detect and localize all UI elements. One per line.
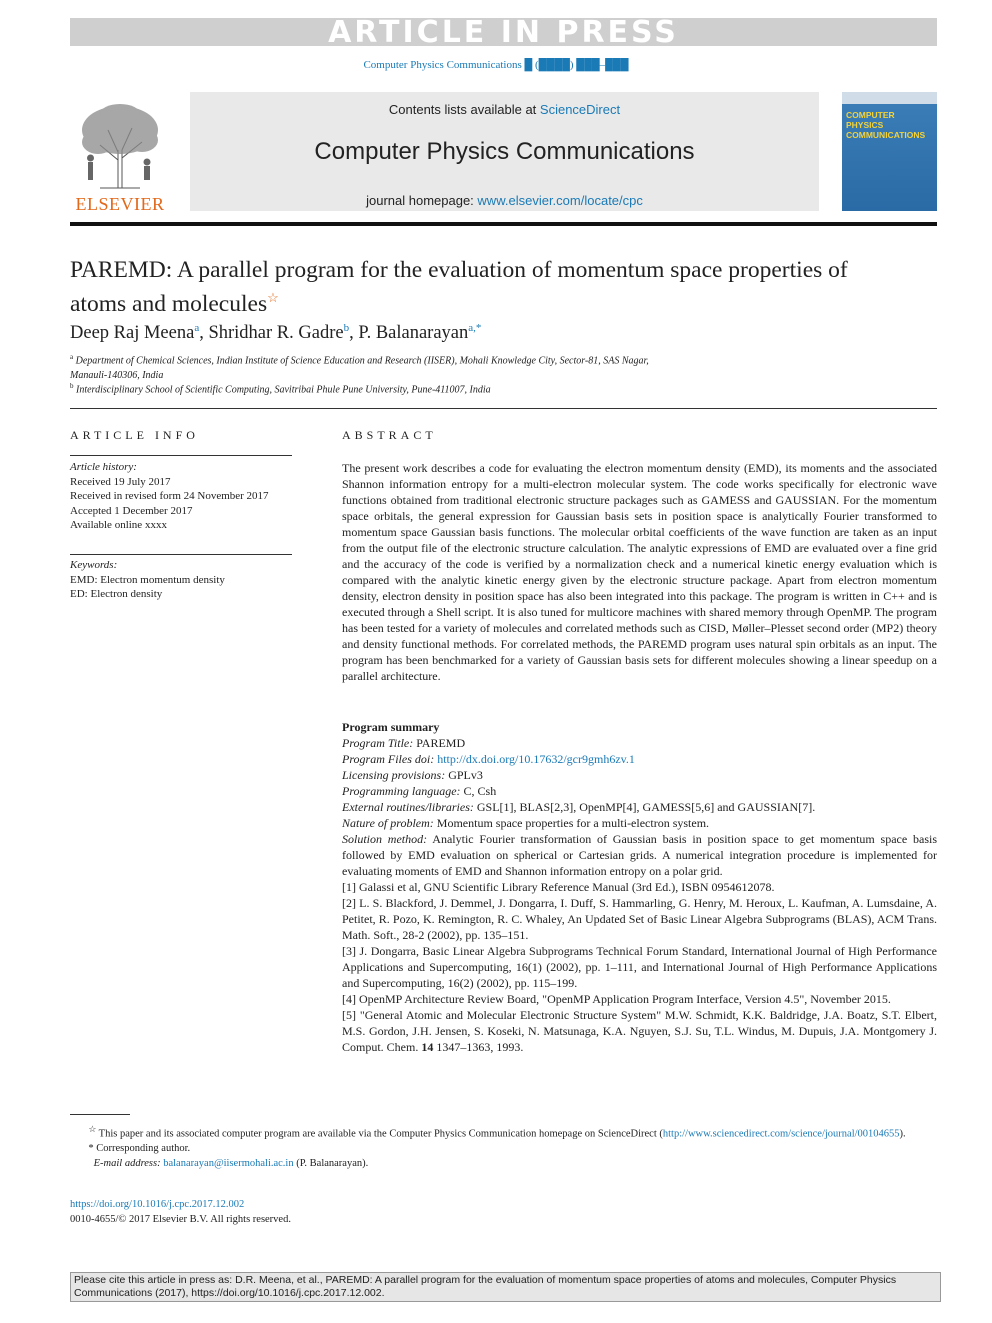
info-divider [70, 554, 292, 555]
history-label: Article history: [70, 461, 137, 473]
program-summary [342, 719, 937, 1055]
affiliation-b [70, 379, 491, 397]
field-label: Program Title: [342, 736, 414, 750]
field-label: Program Files doi: [342, 752, 435, 766]
contents-line [190, 102, 819, 117]
homepage-prefix: journal homepage: [366, 193, 478, 208]
abstract-heading: ABSTRACT [342, 428, 437, 442]
reference-item: [4] OpenMP Architecture Review Board, "OpenMP Application Program Interface, Version 4.5", November 2015. [342, 992, 891, 1006]
history-item: Accepted 1 December 2017 [70, 504, 193, 517]
history-item: Received in revised form 24 November 2017 [70, 490, 269, 502]
article-doi-link[interactable]: https://doi.org/10.1016/j.cpc.2017.12.002 [70, 1199, 245, 1210]
journal-homepage-link[interactable]: www.elsevier.com/locate/cpc [477, 193, 643, 208]
affiliation-mark: a [70, 353, 74, 361]
keyword-item: ED: Electron density [70, 588, 163, 600]
info-divider [70, 455, 292, 456]
email-suffix: (P. Balanarayan). [293, 1157, 369, 1169]
reference-text: 1347–1363, 1993. [433, 1040, 524, 1054]
field-label: Nature of problem: [342, 816, 434, 830]
author-affiliation-mark[interactable]: b [343, 322, 350, 334]
journal-title[interactable]: Computer Physics Communications [314, 138, 695, 165]
title-footnote-star[interactable]: ☆ [267, 290, 279, 305]
elsevier-tree-icon [70, 100, 170, 192]
doi-block [70, 1198, 291, 1227]
summary-field [342, 767, 937, 783]
keywords-label: Keywords: [70, 559, 118, 571]
program-summary-heading: Program summary [342, 720, 440, 734]
author-name[interactable]: Deep Raj Meena [70, 323, 195, 344]
elsevier-logo[interactable] [70, 100, 170, 215]
corresponding-text: Corresponding author. [93, 1143, 191, 1154]
footnote-availability [70, 1122, 937, 1142]
author-list: Deep Raj Meena$^a$, Shridhar R. Gadre$^b$, P. Balanarayan$^{a,*}$ [70, 322, 482, 344]
field-value: PAREMD [413, 736, 466, 750]
copyright-line: 0010-4655/© 2017 Elsevier B.V. All rights reserved. [70, 1213, 291, 1225]
history-item: Available online xxxx [70, 519, 167, 531]
cover-title: COMPUTER PHYSICS COMMUNICATIONS [846, 110, 926, 140]
footnote-text-end: ). [899, 1128, 906, 1140]
contents-prefix: Contents lists available at [388, 102, 540, 117]
author-name[interactable]: P. Balanarayan [358, 323, 469, 344]
reference-item [342, 1007, 937, 1055]
header-divider [70, 222, 937, 226]
keywords-block [70, 558, 292, 602]
affiliation-text: Department of Chemical Sciences, Indian Institute of Science Education and Research (IISER), Mohali Knowledge City, Sector-81, SAS Nagar, [75, 355, 649, 367]
cover-header-strip [842, 92, 937, 104]
footnote-text: This paper and its associated computer program are available via the Computer Physics Communication homepage on ScienceDirect ( [96, 1128, 663, 1140]
summary-field [342, 815, 937, 831]
banner-text: ARTICLE IN PRESS [328, 15, 679, 50]
sciencedirect-journal-link[interactable]: http://www.sciencedirect.com/science/journal/00104655 [662, 1128, 900, 1140]
field-value: GSL[1], BLAS[2,3], OpenMP[4], GAMESS[5,6] and GAUSSIAN[7]. [473, 800, 816, 814]
reference-volume: 14 [421, 1040, 434, 1054]
article-title [70, 256, 870, 318]
footnote-corresponding [70, 1142, 937, 1157]
abstract-text: The present work describes a code for evaluating the electron momentum density (EMD), its moments and the associated Shannon information entropy for a multi-electron molecular system. The code works specifically for electronic wave functions obtained from traditional electronic structure packages such as GAMESS and GAUSSIAN. For the momentum space orbitals, the general expression for Gaussian basis sets in position space is analytically Fourier transformed to momentum space Gaussian basis functions. The molecular orbital coefficients of the wave function are taken as an input from the output file of the electronic structure calculation. The analytic expressions of EMD are evaluated over a fine grid and the accuracy of the code is verified by a normalization check and a numerical kinetic energy evaluation which is compared with the analytic kinetic energy given by the electronic structure package. Apart from electron momentum density, electron density in position space has also been integrated into this package. The program is written in C++ and is executed through a Shell script. It is also tuned for multicore machines with shared memory through OpenMP. The program has been tested for a variety of molecules and correlated methods such as CISD, Møller–Plesset second order (MP2) theory and density functional methods. For correlated methods, the PAREMD program uses natural spin orbitals as an input. The program has been benchmarked for a variety of Gaussian basis sets for different molecules showing a linear speedup on a parallel architecture. [342, 461, 937, 683]
summary-field [342, 751, 937, 767]
reference-item: [3] J. Dongarra, Basic Linear Algebra Subprograms Technical Forum Standard, International Journal of High Performance Applications and Supercomputing, 16(1) (2002), pp. 1–111, and International Journal of High Performance Applications and Supercomputing, 16(2) (2002), pp. 115–199. [342, 944, 937, 990]
article-title-text: PAREMD: A parallel program for the evaluation of momentum space properties of atoms and molecules [70, 257, 848, 317]
reference-item: [2] L. S. Blackford, J. Demmel, J. Dongarra, I. Duff, S. Hammarling, G. Henry, M. Heroux, L. Kaufman, A. Lumsdaine, A. Petitet, R. Pozo, K. Remington, R. C. Whaley, An Updated Set of Basic Linear Algebra Subprograms (BLAS), ACM Trans. Math. Soft., 28-2 (2002), pp. 135–151. [342, 896, 937, 942]
summary-field [342, 799, 937, 815]
summary-field [342, 735, 937, 751]
article-info-heading: ARTICLE INFO [70, 428, 199, 442]
keyword-item: EMD: Electron momentum density [70, 573, 225, 586]
elsevier-wordmark: ELSEVIER [75, 194, 165, 214]
journal-header [190, 92, 819, 211]
footnote-divider [70, 1114, 130, 1115]
reference-item: [1] Galassi et al, GNU Scientific Library Reference Manual (3rd Ed.), ISBN 0954612078. [342, 880, 775, 894]
sciencedirect-link[interactable]: ScienceDirect [539, 102, 621, 117]
article-history [70, 460, 292, 533]
summary-field [342, 783, 937, 799]
corresponding-mark: * [88, 1143, 94, 1154]
field-value: GPLv3 [445, 768, 483, 782]
affiliation-text-continued: Manauli-140306, India [70, 370, 164, 382]
field-value: Momentum space properties for a multi-electron system. [433, 816, 710, 830]
author-affiliation-mark[interactable]: a,* [468, 322, 482, 334]
footnotes [70, 1122, 937, 1171]
reference-text: [5] "General Atomic and Molecular Electronic Structure System" M.W. Schmidt, K.K. Baldridge, J.A. Boatz, S.T. Elbert, M.S. Gordon, J.H. Jensen, S. Koseki, N. Matsunaga, K.A. Nguyen, S.J. Su, T.L. Windus, M. Dupuis, J.A. Montgomery J. Comput. Chem. [342, 1008, 937, 1054]
program-doi-link[interactable]: http://dx.doi.org/10.17632/gcr9gmh6zv.1 [437, 752, 635, 766]
journal-cover-thumbnail[interactable] [842, 92, 937, 211]
citation-notice: Please cite this article in press as: D.R. Meena, et al., PAREMD: A parallel program for the evaluation of momentum space properties of atoms and molecules, Computer Physics Communications (2017), https://doi.org/10.1016/j.cpc.2017.12.002. [70, 1272, 941, 1302]
section-divider [70, 408, 937, 409]
field-label: Programming language: [342, 784, 461, 798]
field-label: Solution method: [342, 832, 428, 846]
journal-reference-link[interactable]: Computer Physics Communications █ (████) ███–███ [363, 59, 629, 71]
footnote-star: ☆ [88, 1124, 97, 1134]
field-label: Licensing provisions: [342, 768, 446, 782]
field-value: Analytic Fourier transformation of Gaussian basis in position space to get momentum space basis followed by EMD evaluation on spherical or Cartesian grids. A numerical integration procedure is implemented for evaluating moments of EMD and Shannon information entropy on a polar grid. [342, 832, 938, 878]
summary-field [342, 831, 937, 879]
field-value: C, Csh [460, 784, 497, 798]
affiliation-mark: b [70, 382, 74, 390]
homepage-line [190, 193, 819, 208]
author-affiliation-mark[interactable]: a [194, 322, 200, 334]
affiliation-text: Interdisciplinary School of Scientific Computing, Savitribai Phule Pune University, Pune-411007, India [76, 384, 491, 396]
article-in-press-banner [70, 15, 937, 50]
history-item: Received 19 July 2017 [70, 475, 171, 488]
field-label: External routines/libraries: [342, 800, 474, 814]
author-name[interactable]: Shridhar R. Gadre [208, 323, 344, 344]
email-label: E-mail address: [93, 1157, 164, 1169]
email-link[interactable]: balanarayan@iisermohali.ac.in [163, 1157, 294, 1169]
footnote-email [70, 1157, 937, 1172]
